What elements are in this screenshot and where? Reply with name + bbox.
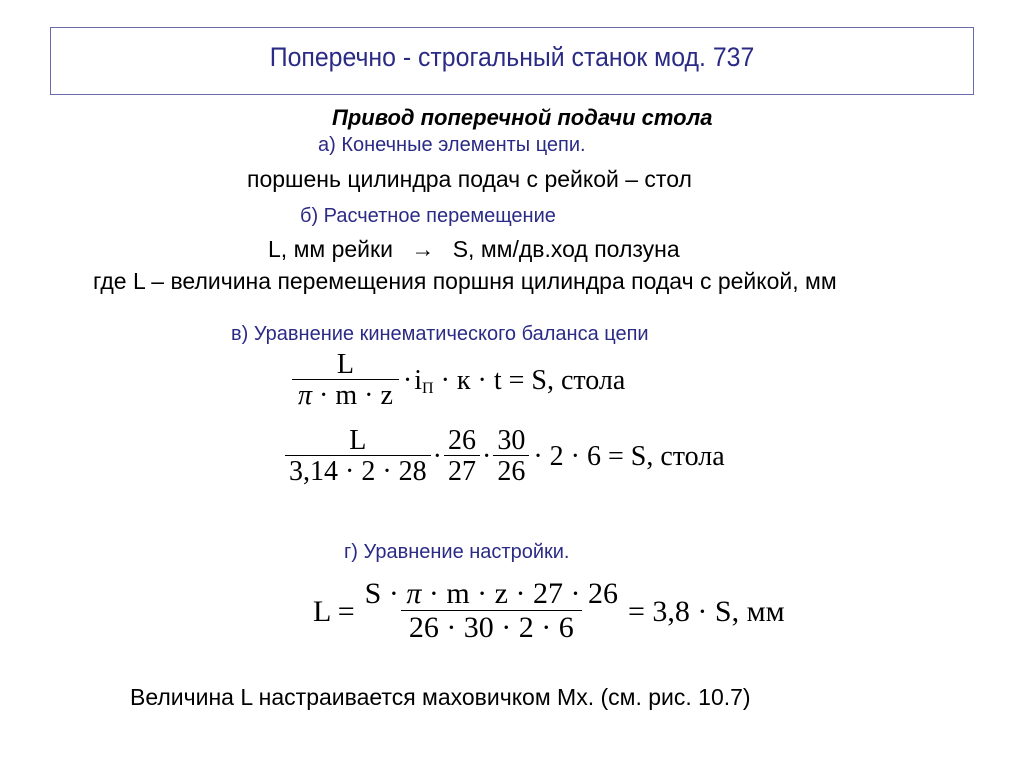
equation-setup: L = $\frac{S \cdot \pi \cdot m \cdot z \cdot 27 \cdot 26}{26 \cdot 30 \cdot 2 \cdot 6}$ = 3,8 · S, мм <box>313 577 785 644</box>
section-b-label: б) Расчетное перемещение <box>300 205 556 227</box>
slide-title: Поперечно - строгальный станок мод. 737 <box>269 42 755 72</box>
fraction: $\frac{L}{\pi \cdot m \cdot z}$ <box>292 350 399 413</box>
fraction: $\frac{S \cdot \pi \cdot m \cdot z \cdot 27 \cdot 26}{26 \cdot 30 \cdot 2 \cdot 6}$ <box>364 577 618 644</box>
line1-right: S, мм/дв.ход ползуна <box>452 236 680 262</box>
section-v-label: в) Уравнение кинематического баланса цепи <box>231 323 649 345</box>
section-a-text: поршень цилиндра подач с рейкой – стол <box>247 166 692 192</box>
section-b-line2: где L – величина перемещения поршня цилиндра подач с рейкой, мм <box>93 268 837 294</box>
fraction: $\frac{26}{27}$ <box>444 426 480 489</box>
section-g-label: г) Уравнение настройки. <box>344 541 570 563</box>
equation-balance-numeric: $\frac{L}{3,14 \cdot 2 \cdot 28}$ · $\frac{26}{27}$ · $\frac{30}{26}$ · 2 · 6 = S, стола <box>285 426 725 489</box>
fraction: $\frac{30}{26}$ <box>493 426 529 489</box>
equation-balance: $\frac{L}{\pi \cdot m \cdot z}$ · i П · к · t = S, стола <box>292 350 625 413</box>
section-heading: Привод поперечной подачи стола <box>332 105 713 130</box>
footer-note: Величина L настраивается маховичком Мх. (см. рис. 10.7) <box>130 684 751 710</box>
line1-left: L, мм рейки <box>268 236 393 262</box>
section-a-label: а) Конечные элементы цепи. <box>318 134 586 156</box>
fraction: $\frac{L}{3,14 \cdot 2 \cdot 28}$ <box>285 426 431 489</box>
section-b-line1 <box>268 236 680 263</box>
arrow-icon: → <box>411 236 435 262</box>
title-box <box>50 27 974 95</box>
